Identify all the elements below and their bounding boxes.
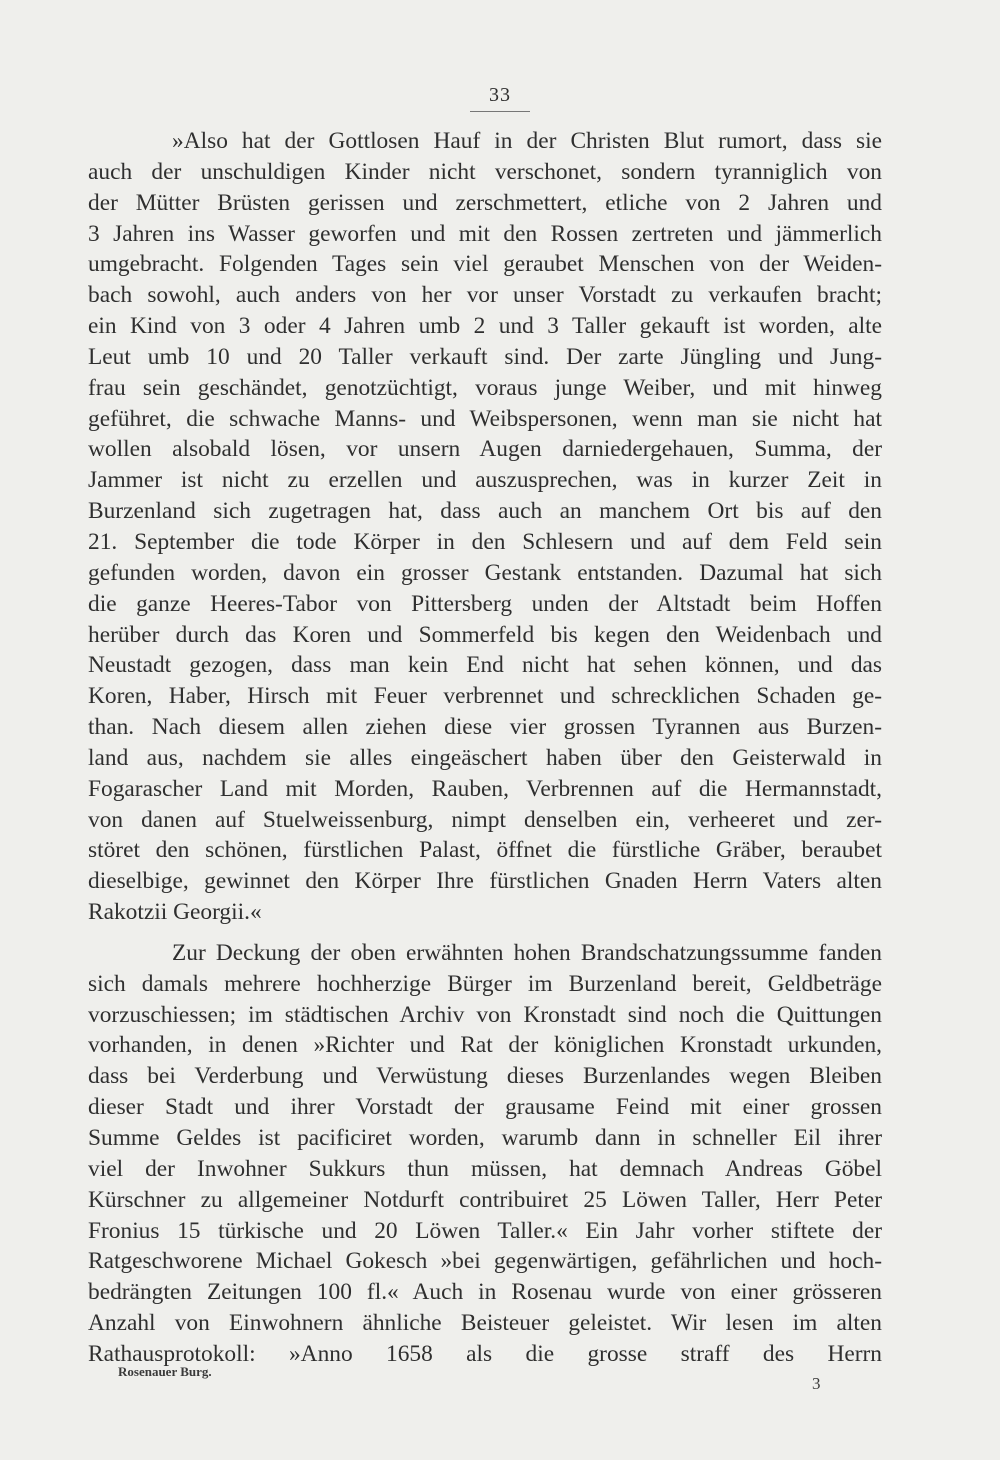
text-line: sich damals mehrere hochherzige Bürger im Burzenland bereit, Geldbeträge — [88, 970, 882, 997]
text-line: Neustadt gezogen, dass man kein End nicht hat sehen können, und das — [88, 652, 882, 679]
text-line: bach sowohl, auch anders von her vor unser Vorstadt zu verkaufen bracht; — [88, 282, 882, 309]
text-line: störet den schönen, fürstlichen Palast, öffnet die fürstliche Gräber, beraubet — [88, 837, 882, 864]
text-line: Zur Deckung der oben erwähnten hohen Brandschatzungssumme fanden — [172, 939, 882, 966]
text-line: ein Kind von 3 oder 4 Jahren umb 2 und 3 Taller gekauft ist worden, alte — [88, 313, 882, 340]
text-line: Fronius 15 türkische und 20 Löwen Taller.« Ein Jahr vorher stiftete der — [88, 1217, 882, 1244]
text-line: herüber durch das Koren und Sommerfeld bis kegen den Weidenbach und — [88, 621, 882, 648]
text-line: vorhanden, in denen »Richter und Rat der königlichen Kronstadt urkunden, — [88, 1032, 882, 1059]
text-line: Jammer ist nicht zu erzellen und auszusprechen, was in kurzer Zeit in — [88, 467, 882, 494]
text-line: dieser Stadt und ihrer Vorstadt der grausame Feind mit einer grossen — [88, 1094, 882, 1121]
text-line: land aus, nachdem sie alles eingeäschert haben über den Geisterwald in — [88, 744, 882, 771]
text-line: Rakotzii Georgii.« — [88, 899, 262, 926]
text-line: bedrängten Zeitungen 100 fl.« Auch in Rosenau wurde von einer grösseren — [88, 1279, 882, 1306]
text-line: Leut umb 10 und 20 Taller verkauft sind. Der zarte Jüngling und Jung- — [88, 343, 882, 370]
text-line: »Also hat der Gottlosen Hauf in der Christen Blut rumort, dass sie — [172, 128, 882, 154]
text-line: frau sein geschändet, genotzüchtigt, voraus junge Weiber, und mit hinweg — [88, 374, 882, 401]
text-line: Burzenland sich zugetragen hat, dass auch an manchem Ort bis auf den — [88, 498, 882, 525]
page-number: 33 — [470, 84, 530, 112]
text-line: umgebracht. Folgenden Tages sein viel geraubet Menschen von der Weiden- — [88, 251, 882, 278]
text-line: auch der unschuldigen Kinder nicht verschonet, sondern tyranniglich von — [88, 158, 882, 185]
text-line: von danen auf Stuelweissenburg, nimpt denselben ein, verheeret und zer- — [88, 806, 882, 833]
text-line: geführet, die schwache Manns- und Weibspersonen, wenn man sie nicht hat — [88, 405, 882, 432]
body-text — [88, 126, 882, 1370]
text-line: gefunden worden, davon ein grosser Gestank entstanden. Dazumal hat sich — [88, 559, 882, 586]
text-line: Koren, Haber, Hirsch mit Feuer verbrennet und schrecklichen Schaden ge- — [88, 683, 882, 710]
text-line: 3 Jahren ins Wasser geworfen und mit den Rossen zertreten und jämmerlich — [88, 220, 882, 247]
text-line: der Mütter Brüsten gerissen und zerschmettert, etliche von 2 Jahren und — [88, 189, 882, 216]
text-line: wollen alsobald lösen, vor unsern Augen darniedergehauen, Summa, der — [88, 436, 882, 463]
text-line: 21. September die tode Körper in den Schlesern und auf dem Feld sein — [88, 528, 882, 555]
text-line: dieselbige, gewinnet den Körper Ihre fürstlichen Gnaden Herrn Vaters alten — [88, 868, 882, 895]
text-line: viel der Inwohner Sukkurs thun müssen, hat demnach Andreas Göbel — [88, 1155, 882, 1182]
text-line: Ratgeschworene Michael Gokesch »bei gegenwärtigen, gefährlichen und hoch- — [88, 1248, 882, 1275]
text-line: vorzuschiessen; im städtischen Archiv von Kronstadt sind noch die Quittungen — [88, 1001, 882, 1028]
text-line: than. Nach diesem allen ziehen diese vier grossen Tyrannen aus Burzen- — [88, 714, 882, 741]
text-line: dass bei Verderbung und Verwüstung dieses Burzenlandes wegen Bleiben — [88, 1063, 882, 1090]
text-line: Anzahl von Einwohnern ähnliche Beisteuer geleistet. Wir lesen im alten — [88, 1310, 882, 1337]
text-line: die ganze Heeres-Tabor von Pittersberg unden der Altstadt beim Hoffen — [88, 590, 882, 617]
text-line: Summe Geldes ist pacificiret worden, warumb dann in schneller Eil ihrer — [88, 1125, 882, 1151]
signature-mark: 3 — [812, 1374, 821, 1393]
text-line: Kürschner zu allgemeiner Notdurft contribuiret 25 Löwen Taller, Herr Peter — [88, 1186, 882, 1213]
text-line: Rathausprotokoll: »Anno 1658 als die grosse straff des Herrn — [88, 1340, 882, 1367]
text-line: Fogarascher Land mit Morden, Rauben, Verbrennen auf die Hermannstadt, — [88, 775, 882, 802]
footer-signature: Rosenauer Burg. — [118, 1364, 212, 1379]
